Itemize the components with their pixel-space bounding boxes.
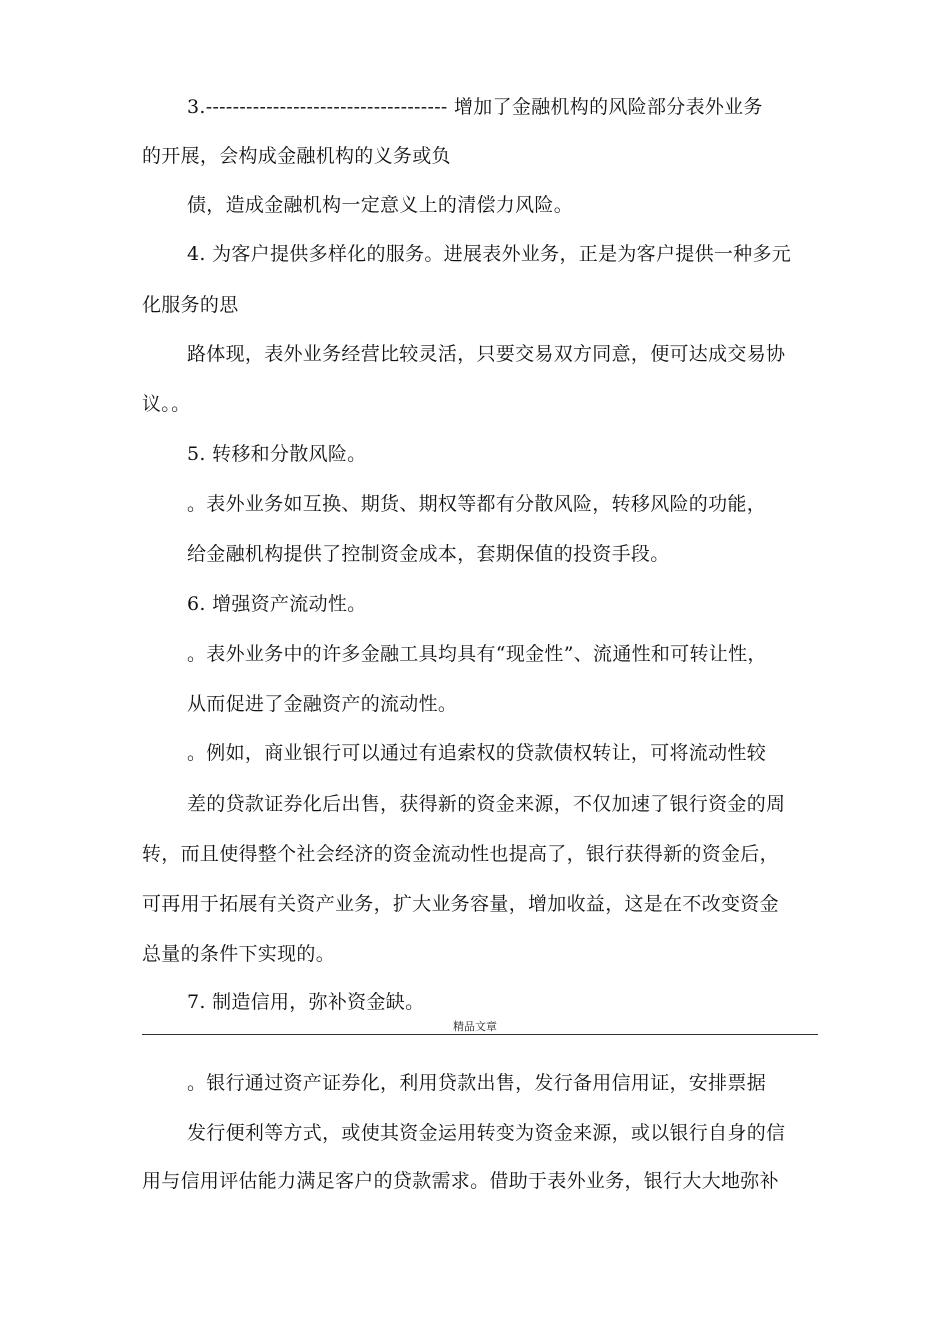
text-line: 差的贷款证券化后出售，获得新的资金来源，不仅加速了银行资金的周	[187, 793, 786, 815]
text-line: 发行便利等方式，或使其资金运用转变为资金来源，或以银行自身的信	[187, 1122, 786, 1144]
text-line: 议。。	[142, 393, 191, 415]
text-line: 从而促进了金融资产的流动性。	[187, 693, 458, 715]
footer-label: 精品文章	[453, 1020, 497, 1033]
text-line: 总量的条件下实现的。	[142, 943, 336, 965]
text-line: 。表外业务如互换、期货、期权等都有分散风险，转移风险的功能，	[187, 493, 767, 515]
text-line: 债，造成金融机构一定意义上的清偿力风险。	[187, 194, 574, 216]
text-line: 转，而且使得整个社会经济的资金流动性也提高了，银行获得新的资金后，	[142, 843, 779, 865]
text-line: 的开展，会构成金融机构的义务或负	[142, 145, 451, 167]
text-line: 用与信用评估能力满足客户的贷款需求。借助于表外业务，银行大大地弥补	[142, 1170, 779, 1192]
text-line: 路体现，表外业务经营比较灵活，只要交易双方同意，便可达成交易协	[187, 343, 786, 365]
text-line: 3.------------------------------------ 增加了金融机构的风险部分表外业务	[187, 96, 763, 118]
text-line: 。银行通过资产证券化，利用贷款出售，发行备用信用证，安排票据	[187, 1072, 767, 1094]
text-line: 6. 增强资产流动性。	[187, 593, 367, 615]
text-line: 7. 制造信用，弥补资金缺。	[187, 991, 425, 1013]
text-line: 。表外业务中的许多金融工具均具有“现金性”、流通性和可转让性，	[187, 643, 767, 665]
footer-divider	[142, 1034, 818, 1035]
text-line: 给金融机构提供了控制资金成本，套期保值的投资手段。	[187, 543, 670, 565]
text-line: 4. 为客户提供多样化的服务。进展表外业务，正是为客户提供一种多元	[187, 243, 792, 265]
text-line: 。例如，商业银行可以通过有追索权的贷款债权转让，可将流动性较	[187, 742, 767, 764]
text-line: 可再用于拓展有关资产业务，扩大业务容量，增加收益，这是在不改变资金	[142, 893, 779, 915]
text-line: 5. 转移和分散风险。	[187, 443, 367, 465]
text-line: 化服务的思	[142, 294, 239, 316]
